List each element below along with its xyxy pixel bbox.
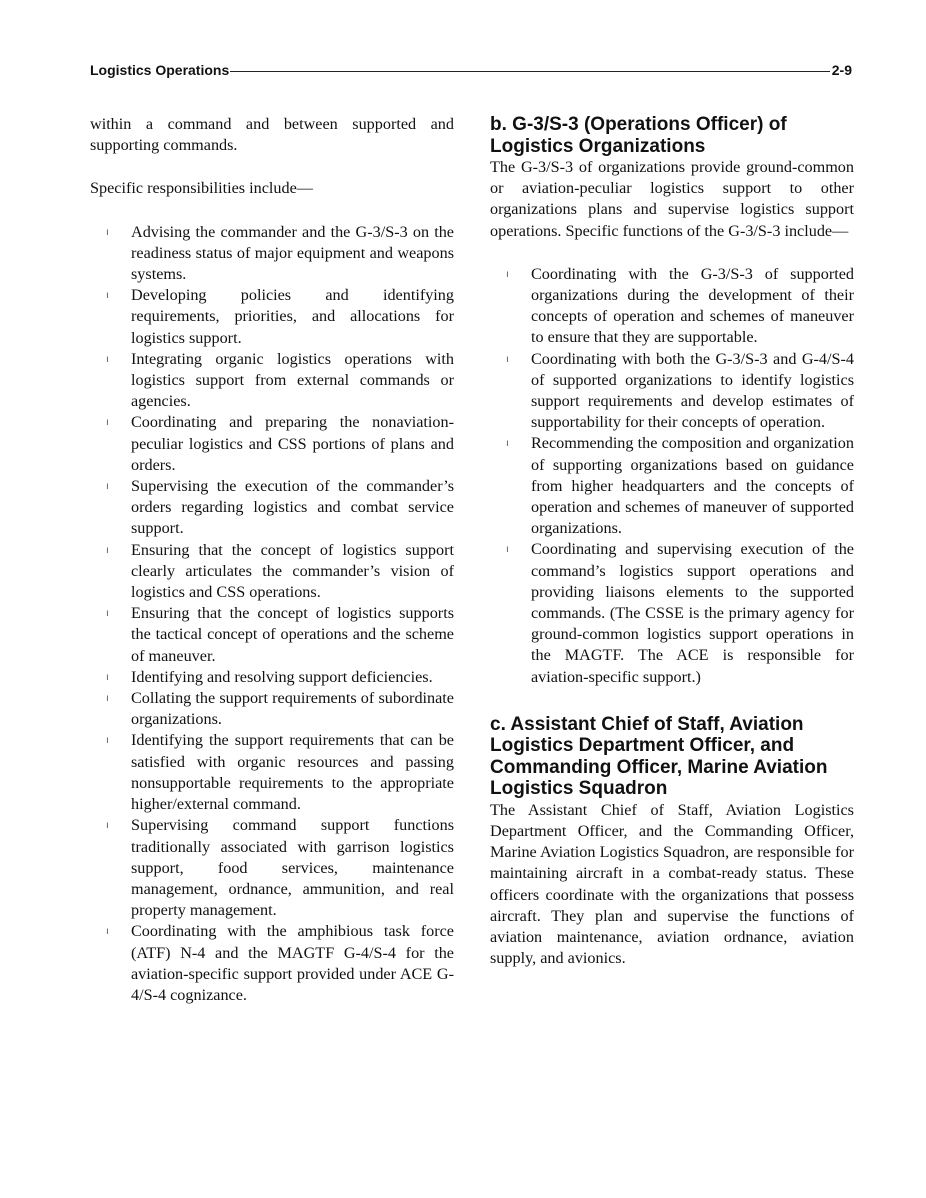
bullet-icon: ı xyxy=(506,544,509,556)
bullet-icon: ı xyxy=(106,290,109,302)
bullet-icon: ı xyxy=(106,417,109,429)
list-item: ı Ensuring that the concept of logistics support clearly articulates the commander’s vision of logistics and CSS operations. xyxy=(106,540,454,602)
bullet-icon: ı xyxy=(506,438,509,450)
bullet-icon: ı xyxy=(506,353,509,365)
bullet-icon: ı xyxy=(106,693,109,705)
page-number: 2-9 xyxy=(831,62,852,78)
list-item: ı Collating the support requirements of subordinate organizations. xyxy=(106,689,454,729)
bullet-icon: ı xyxy=(106,481,109,493)
running-header xyxy=(90,60,852,80)
list-item: ı Coordinating with the G-3/S-3 of supported organizations during the development of their concepts of operation and schemes of maneuver to ensure that they are supportable. xyxy=(506,264,854,347)
section-c-heading: c. Assistant Chief of Staff, Aviation Logistics Department Officer, and Commanding Officer, Marine Aviation Logistics Squadron xyxy=(490,713,828,800)
list-item: ı Supervising the execution of the commander’s orders regarding logistics and combat service support. xyxy=(106,477,454,538)
list-item: ı Identifying and resolving support deficiencies. xyxy=(90,667,454,688)
intro-paragraph: within a command and between supported and supporting commands. xyxy=(90,115,454,155)
list-item: ı Recommending the composition and organization of supporting organizations based on guidance from higher headquarters and the concepts of operation and schemes of maneuver of supported organizations. xyxy=(506,434,854,538)
bullet-icon: ı xyxy=(106,226,109,238)
bullet-icon: ı xyxy=(106,926,109,938)
lead-paragraph: Specific responsibilities include— xyxy=(90,179,313,198)
list-item: ı Integrating organic logistics operations with logistics support from external commands or agencies. xyxy=(106,349,454,411)
section-b-list xyxy=(490,264,854,688)
bullet-icon: ı xyxy=(106,544,109,556)
bullet-icon: ı xyxy=(106,353,109,365)
bullet-icon: ı xyxy=(106,608,109,620)
list-item: ı Coordinating and supervising execution of the command’s logistics support operations and providing liaisons elements to the supported commands. (The CSSE is the primary agency for ground-common logistics support operations in the MAGTF. The ACE is responsible for aviation-specific support.) xyxy=(506,540,854,686)
bullet-icon: ı xyxy=(106,735,109,747)
header-title: Logistics Operations xyxy=(90,62,230,78)
section-b-heading: b. G-3/S-3 (Operations Officer) of Logistics Organizations xyxy=(490,114,787,157)
bullet-icon: ı xyxy=(106,671,109,683)
section-b-body: The G-3/S-3 of organizations provide ground-common or aviation-peculiar logistics support to other organizations plans and supervise logistics support operations. Specific functions of the G-3/S-3 include— xyxy=(490,158,854,240)
bullet-icon: ı xyxy=(106,820,109,832)
header-rule xyxy=(230,71,830,72)
list-item: ı Coordinating and preparing the nonaviation-peculiar logistics and CSS portions of plans and orders. xyxy=(106,413,454,474)
list-item: ı Coordinating with both the G-3/S-3 and G-4/S-4 of supported organizations to identify logistics support requirements and develop estimates of supportability for their concepts of operation. xyxy=(506,349,854,432)
left-column xyxy=(90,114,454,1006)
list-item: ı Developing policies and identifying requirements, priorities, and allocations for logistics support. xyxy=(106,286,454,347)
section-c-body: The Assistant Chief of Staff, Aviation Logistics Department Officer, and the Commanding Officer, Marine Aviation Logistics Squadron, are responsible for maintaining aircraft in a combat-ready status. These officers coordinate with the organizations that possess aircraft. They plan and supervise the functions of aviation maintenance, aviation ordnance, aviation supply, and avionics. xyxy=(490,800,854,968)
list-item: ı Coordinating with the amphibious task force (ATF) N-4 and the MAGTF G-4/S-4 for the aviation-specific support provided under ACE G-4/S-4 cognizance. xyxy=(106,922,454,1004)
list-item: ı Identifying the support requirements that can be satisfied with organic resources and passing nonsupportable requirements to the appropriate higher/external command. xyxy=(106,731,454,814)
list-item: ı Advising the commander and the G-3/S-3 on the readiness status of major equipment and weapons systems. xyxy=(106,222,454,284)
responsibilities-list xyxy=(90,222,454,1007)
list-item: ı Supervising command support functions traditionally associated with garrison logistics support, food services, maintenance management, ordnance, ammunition, and real property management. xyxy=(106,816,454,920)
bullet-icon: ı xyxy=(506,268,509,280)
list-item: ı Ensuring that the concept of logistics supports the tactical concept of operations and the scheme of maneuver. xyxy=(106,604,454,665)
right-column xyxy=(490,114,854,970)
